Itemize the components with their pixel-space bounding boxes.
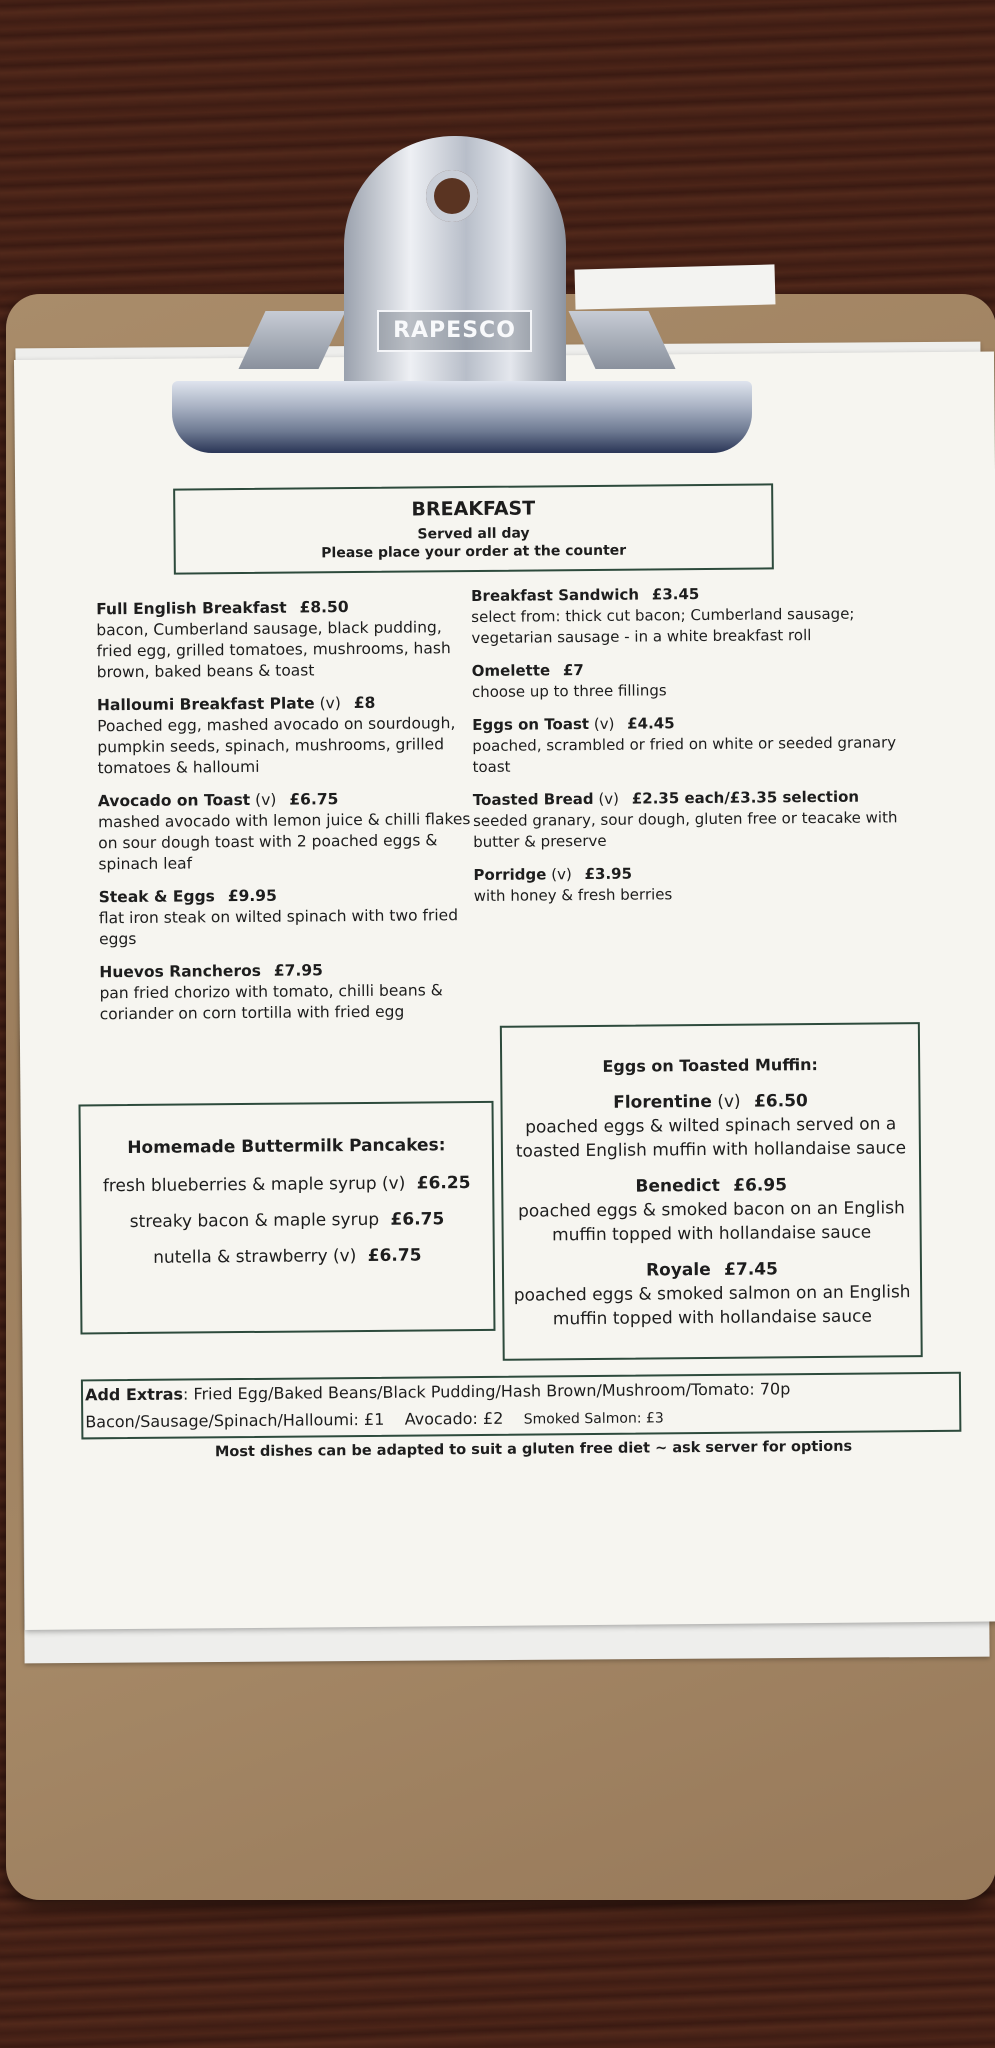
item-description: poached eggs & smoked salmon on an English muffin topped with hollandaise sauce [513, 1282, 911, 1330]
menu-sheet [14, 351, 995, 1630]
metal-clip [172, 136, 752, 456]
item-name: Porridge [473, 865, 547, 885]
item-name: Full English Breakfast [96, 598, 287, 619]
menu-item [473, 786, 904, 853]
extras-avocado: Avocado: £2 [404, 1408, 504, 1429]
item-description: choose up to three fillings [471, 681, 667, 702]
extras-list-2: Bacon/Sausage/Spinach/Halloumi: £1 [85, 1409, 385, 1432]
item-price: £3.95 [584, 864, 633, 884]
item-name: Avocado on Toast [97, 790, 251, 811]
clip-hole [426, 170, 478, 222]
order-instruction: Please place your order at the counter [321, 542, 627, 562]
extras-line-2 [85, 1401, 959, 1438]
menu-item [471, 582, 902, 649]
item-price: £8 [353, 693, 376, 713]
item-description: poached eggs & smoked bacon on an English muffin topped with hollandaise sauce [517, 1198, 905, 1246]
item-name: Florentine [613, 1091, 712, 1113]
muffin-heading: Eggs on Toasted Muffin: [602, 1055, 818, 1076]
item-name: Huevos Rancheros [99, 961, 261, 982]
clip-wing-left [238, 311, 345, 369]
item-price: £3.45 [651, 585, 700, 604]
item-veg: (v) [551, 865, 572, 884]
item-description: with honey & fresh berries [473, 885, 673, 906]
item-price: £6.50 [753, 1091, 808, 1112]
extras-line-1: Add Extras: Fried Egg/Baked Beans/Black Pudding/Hash Brown/Mushroom/Tomato: 70p [84, 1379, 791, 1405]
clip-plate [172, 381, 752, 453]
item-name: Eggs on Toast [472, 714, 590, 735]
clip-brand-label: RAPESCO [377, 310, 532, 352]
item-price: £4.45 [627, 714, 675, 733]
pancake-box [78, 1101, 495, 1335]
extras-list-1: Fried Egg/Baked Beans/Black Pudding/Hash Brown/Mushroom/Tomato: 70p [193, 1379, 791, 1404]
menu-item [99, 884, 475, 950]
menu-item [472, 711, 903, 778]
menu-title: BREAKFAST [411, 497, 536, 521]
pancake-option [81, 1171, 492, 1199]
pancake-text: nutella & strawberry (v) [153, 1246, 357, 1268]
item-description: mashed avocado with lemon juice & chilli flakes on sour dough toast with 2 poached eggs & spinach leaf [97, 810, 471, 874]
pancake-price: £6.75 [367, 1245, 422, 1266]
item-veg: (v) [319, 694, 341, 713]
item-name: Toasted Bread [472, 789, 594, 810]
item-price: £7 [562, 661, 584, 680]
item-description: select from: thick cut bacon; Cumberland sausage; vegetarian sausage - in a white breakfast roll [471, 604, 855, 648]
pancake-heading: Homemade Buttermilk Pancakes: [127, 1135, 446, 1159]
item-price: £7.45 [724, 1259, 778, 1280]
menu-item [97, 692, 473, 779]
item-description: seeded granary, sour dough, gluten free or teacake with butter & preserve [472, 808, 898, 852]
muffin-box [500, 1022, 923, 1361]
muffin-item [502, 1088, 919, 1164]
muffin-item [504, 1256, 921, 1332]
item-name: Steak & Eggs [98, 887, 215, 907]
item-price: £9.95 [227, 886, 277, 906]
item-description: poached eggs & wilted spinach served on a toasted English muffin with hollandaise sauce [515, 1114, 907, 1162]
left-column [96, 596, 475, 1037]
item-price: £2.35 each/£3.35 selection [631, 787, 860, 808]
item-name: Omelette [471, 661, 551, 681]
extras-label: Add Extras [84, 1384, 184, 1405]
item-veg: (v) [717, 1091, 741, 1112]
menu-item [98, 788, 474, 875]
menu-item [96, 596, 472, 683]
item-name: Royale [645, 1259, 711, 1281]
item-price: £7.95 [273, 961, 323, 980]
pancake-option [82, 1243, 493, 1271]
item-description: flat iron steak on wilted spinach with two fried eggs [98, 906, 459, 949]
menu-item [473, 861, 903, 907]
extras-salmon: Smoked Salmon: £3 [523, 1410, 664, 1428]
pancake-text: streaky bacon & maple syrup [129, 1209, 380, 1233]
item-name: Halloumi Breakfast Plate [96, 694, 315, 715]
clip-wing-right [568, 311, 675, 369]
gluten-free-note: Most dishes can be adapted to suit a gluten free diet ~ ask server for options [214, 1438, 853, 1461]
pancake-price: £6.25 [416, 1173, 471, 1194]
item-veg: (v) [598, 789, 620, 808]
menu-item [99, 959, 475, 1025]
menu-subtitle: Served all day [417, 525, 530, 543]
item-description: Poached egg, mashed avocado on sourdough, pumpkin seeds, spinach, mushrooms, grilled tomatoes & halloumi [97, 714, 456, 778]
pancake-price: £6.75 [390, 1209, 445, 1230]
pancake-text: fresh blueberries & maple syrup (v) [102, 1173, 406, 1197]
item-name: Breakfast Sandwich [470, 585, 640, 606]
item-veg: (v) [255, 790, 277, 809]
right-column [471, 582, 904, 919]
item-veg: (v) [593, 714, 615, 733]
extras-box [81, 1372, 961, 1440]
menu-item [472, 657, 902, 703]
item-name: Benedict [635, 1175, 720, 1197]
item-description: pan fried chorizo with tomato, chilli beans & coriander on corn tortilla with fried egg [99, 981, 443, 1024]
item-price: £6.75 [289, 790, 339, 809]
item-price: £6.95 [733, 1175, 788, 1196]
item-price: £8.50 [299, 598, 349, 617]
item-description: poached, scrambled or fried on white or seeded granary toast [472, 733, 897, 777]
muffin-item [503, 1172, 920, 1248]
item-description: bacon, Cumberland sausage, black pudding, fried egg, grilled tomatoes, mushrooms, hash brown, baked beans & toast [96, 618, 451, 682]
pancake-option [81, 1207, 492, 1235]
header-box [173, 483, 774, 574]
